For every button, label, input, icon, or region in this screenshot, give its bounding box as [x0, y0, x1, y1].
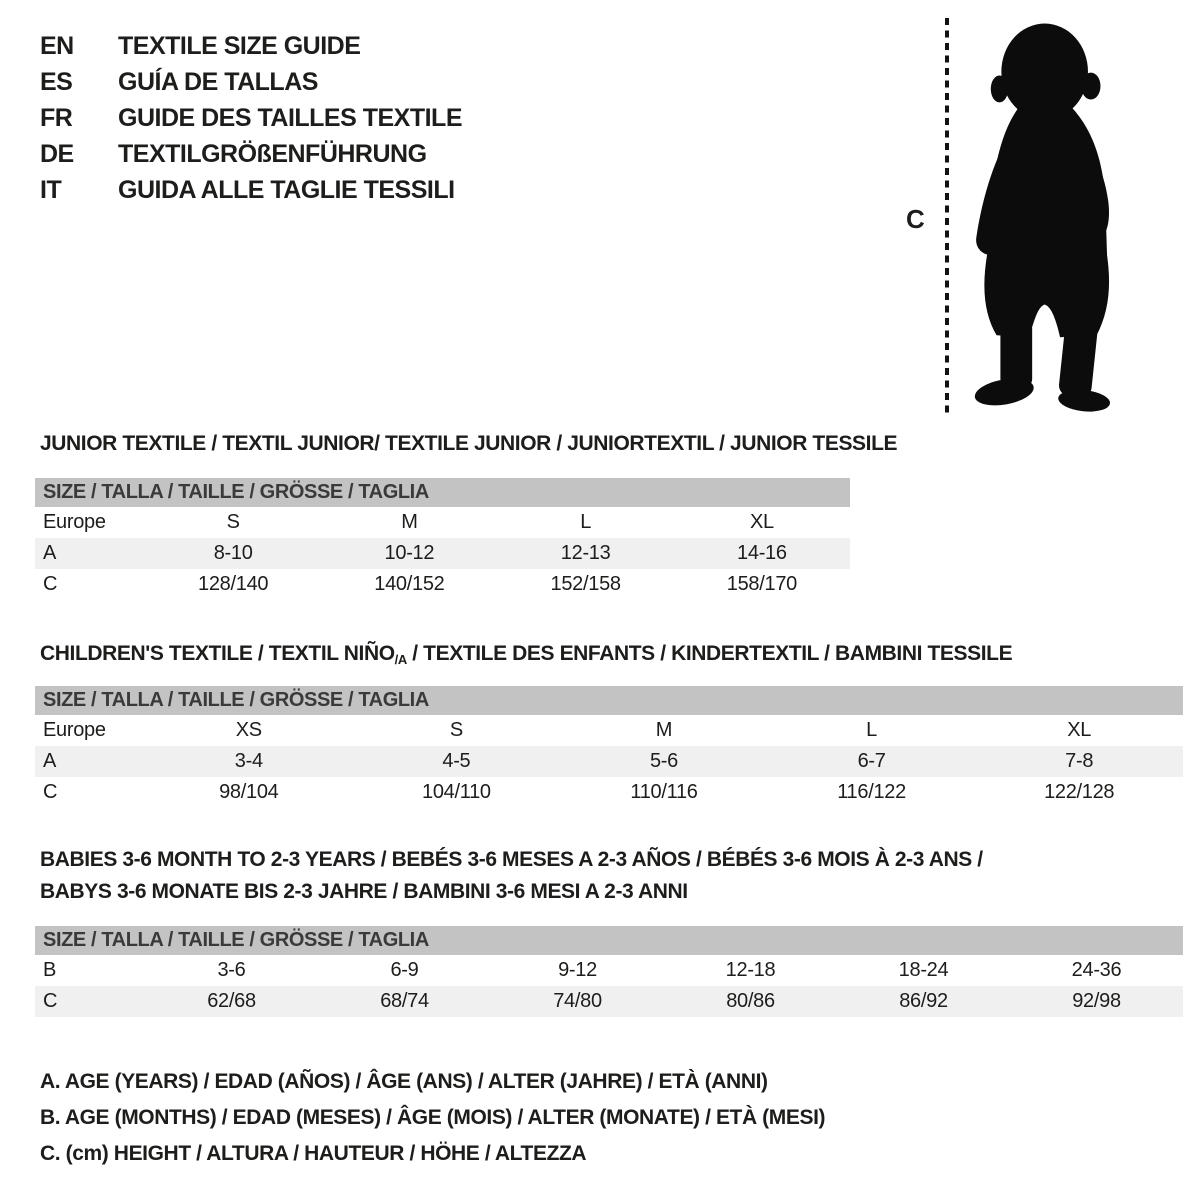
column-header: XL [749, 511, 774, 533]
table-cell: 3-4 [234, 750, 263, 772]
children-size-table [35, 686, 1183, 808]
table-cell: 110/116 [630, 781, 698, 803]
guide-title-it: GUIDA ALLE TAGLIE TESSILI [118, 175, 455, 204]
table-cell: 3-6 [217, 959, 246, 981]
table-cell: 128/140 [198, 573, 269, 595]
table-row-height [35, 777, 1183, 808]
row-label: C [43, 990, 58, 1012]
size-header-bar: SIZE / TALLA / TAILLE / GRÖSSE / TAGLIA [35, 478, 850, 507]
table-cell: 8-10 [213, 542, 253, 564]
language-row-fr [40, 100, 462, 136]
guide-title-en: TEXTILE SIZE GUIDE [118, 31, 361, 60]
table-cell: 104/110 [422, 781, 491, 803]
table-cell: 5-6 [649, 750, 678, 772]
column-header: M [655, 719, 673, 741]
babies-title-line2: BABYS 3-6 MONATE BIS 2-3 JAHRE / BAMBINI 3-6 MESI A 2-3 ANNI [40, 880, 688, 903]
babies-section-title [40, 844, 983, 908]
table-cell: 12-18 [725, 959, 776, 981]
table-cell: 116/122 [837, 781, 906, 803]
language-code: IT [40, 175, 62, 204]
table-row-age-months [35, 955, 1183, 986]
row-label: C [43, 781, 58, 803]
column-header: S [449, 719, 463, 741]
table-cell: 158/170 [726, 573, 797, 595]
table-cell: 9-12 [558, 959, 597, 981]
junior-size-table [35, 478, 850, 600]
babies-size-table [35, 926, 1183, 1017]
table-cell: 24-36 [1071, 959, 1122, 981]
language-row-de [40, 136, 462, 172]
language-code: ES [40, 67, 73, 96]
children-title-text: / TEXTILE DES ENFANTS / KINDERTEXTIL / BAMBINI TESSILE [406, 642, 1013, 665]
language-row-en [40, 28, 462, 64]
column-header: Europe [43, 511, 106, 533]
legend-line-a: A. AGE (YEARS) / EDAD (AÑOS) / ÂGE (ANS) / ALTER (JAHRE) / ETÀ (ANNI) [40, 1070, 768, 1093]
table-cell: 122/128 [1044, 781, 1115, 803]
column-header: M [401, 511, 418, 533]
height-measure-dashed-line [945, 18, 949, 416]
measurement-legend [40, 1064, 825, 1172]
table-cell: 68/74 [380, 990, 429, 1012]
size-header-bar: SIZE / TALLA / TAILLE / GRÖSSE / TAGLIA [35, 926, 1183, 955]
table-cell: 6-9 [390, 959, 419, 981]
baby-silhouette-icon [960, 14, 1138, 416]
guide-title-fr: GUIDE DES TAILLES TEXTILE [118, 103, 463, 132]
table-cell: 80/86 [726, 990, 775, 1012]
language-code: FR [40, 103, 73, 132]
babies-title-line1: BABIES 3-6 MONTH TO 2-3 YEARS / BEBÉS 3-6 MESES A 2-3 AÑOS / BÉBÉS 3-6 MOIS À 2-3 ANS / [40, 848, 983, 871]
table-cell: 62/68 [207, 990, 256, 1012]
language-row-it [40, 172, 462, 208]
table-cell: 92/98 [1072, 990, 1121, 1012]
children-section-title [40, 642, 1012, 667]
table-row-age [35, 746, 1183, 777]
column-header: L [866, 719, 877, 741]
row-label: C [43, 573, 58, 595]
language-title-list [40, 28, 462, 208]
table-cell: 10-12 [384, 542, 435, 564]
language-code: EN [40, 31, 74, 60]
column-header: S [226, 511, 240, 533]
table-cell: 18-24 [898, 959, 949, 981]
table-row-height [35, 986, 1183, 1017]
guide-title-de: TEXTILGRÖßENFÜHRUNG [118, 139, 427, 168]
table-cell: 140/152 [374, 573, 445, 595]
legend-line-c: C. (cm) HEIGHT / ALTURA / HAUTEUR / HÖHE / ALTEZZA [40, 1142, 587, 1165]
row-label: A [43, 542, 57, 564]
column-header: XL [1067, 719, 1092, 741]
table-cell: 14-16 [737, 542, 787, 564]
table-cell: 98/104 [219, 781, 279, 803]
children-title-text: CHILDREN'S TEXTILE / TEXTIL NIÑO [40, 642, 395, 665]
table-header-row [35, 507, 850, 538]
junior-section-title: JUNIOR TEXTILE / TEXTIL JUNIOR/ TEXTILE JUNIOR / JUNIORTEXTIL / JUNIOR TESSILE [40, 432, 898, 455]
table-cell: 152/158 [550, 573, 621, 595]
table-cell: 7-8 [1065, 750, 1094, 772]
table-cell: 86/92 [899, 990, 948, 1012]
column-header: Europe [43, 719, 106, 741]
table-cell: 6-7 [857, 750, 886, 772]
table-row-age [35, 538, 850, 569]
guide-title-es: GUÍA DE TALLAS [118, 67, 318, 96]
children-title-subscript: /A [394, 652, 407, 667]
table-cell: 4-5 [442, 750, 471, 772]
height-measure-label: C [906, 204, 925, 234]
language-row-es [40, 64, 462, 100]
table-cell: 12-13 [560, 542, 611, 564]
size-header-bar: SIZE / TALLA / TAILLE / GRÖSSE / TAGLIA [35, 686, 1183, 715]
column-header: XS [235, 719, 262, 741]
row-label: B [43, 959, 57, 981]
row-label: A [43, 750, 57, 772]
language-code: DE [40, 139, 74, 168]
table-header-row [35, 715, 1183, 746]
table-row-height [35, 569, 850, 600]
table-cell: 74/80 [553, 990, 602, 1012]
legend-line-b: B. AGE (MONTHS) / EDAD (MESES) / ÂGE (MOIS) / ALTER (MONATE) / ETÀ (MESI) [40, 1106, 826, 1129]
column-header: L [580, 511, 592, 533]
